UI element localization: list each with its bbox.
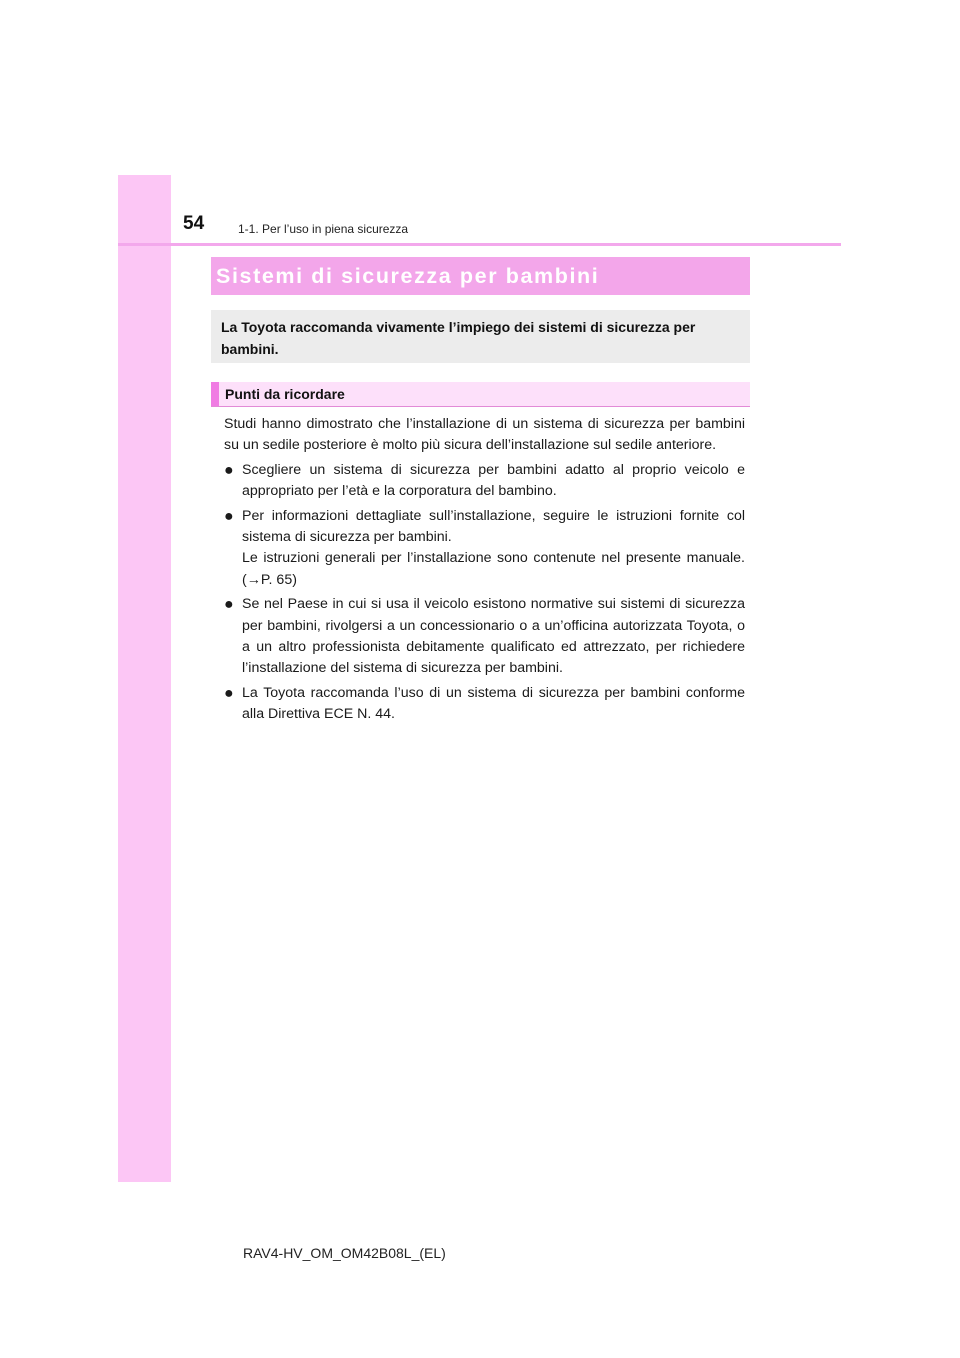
document-code: RAV4-HV_OM_OM42B08L_(EL) — [243, 1245, 446, 1261]
bullet-icon: ● — [224, 684, 234, 702]
breadcrumb: 1-1. Per l’uso in piena sicurezza — [238, 222, 409, 236]
subsection-accent-bar — [211, 382, 219, 406]
body-text — [224, 414, 745, 726]
bullet-item — [224, 506, 745, 592]
bullet-icon: ● — [224, 461, 234, 479]
bullet-text: Scegliere un sistema di sicurezza per bambini adatto al proprio veicolo e appropriato per l’età e la corporatura del bambino. — [242, 461, 745, 500]
bullet-item — [224, 683, 745, 726]
bullet-item — [224, 594, 745, 680]
bullet-text-continued: Le istruzioni generali per l’installazione sono contenute nel presente manuale. (→P. 65) — [242, 550, 745, 588]
intro-paragraph: Studi hanno dimostrato che l’installazione di un sistema di sicurezza per bambini su un sedile posteriore è molto più sicura dell’installazione sul sedile anteriore. — [224, 416, 745, 454]
header-divider — [118, 243, 841, 246]
subsection-heading — [211, 382, 750, 407]
bullet-text: Per informazioni dettagliate sull’installazione, seguire le istruzioni fornite col sistema di sicurezza per bambini. — [242, 507, 745, 546]
bullet-text: Se nel Paese in cui si usa il veicolo esistono normative sui sistemi di sicurezza per bambini, rivolgersi a un concessionario o a un’officina autorizzata Toyota, o a un altro professionista debitamente qualificato ed attrezzato, per richiedere l’installazione del sistema di sicurezza per bambini. — [242, 596, 745, 677]
side-tab-strip — [118, 175, 171, 1182]
bullet-text: La Toyota raccomanda l’uso di un sistema di sicurezza per bambini conforme alla Direttiva ECE N. 44. — [242, 684, 745, 723]
page-number: 54 — [183, 213, 205, 234]
section-title-bar — [211, 257, 750, 295]
bullet-icon: ● — [224, 596, 234, 614]
intro-box: La Toyota raccomanda vivamente l’impiego dei sistemi di sicurezza per bambini. — [211, 310, 750, 363]
section-title: Sistemi di sicurezza per bambini — [216, 263, 600, 288]
bullet-icon: ● — [224, 507, 234, 525]
subsection-title: Punti da ricordare — [225, 386, 345, 402]
bullet-item — [224, 460, 745, 503]
